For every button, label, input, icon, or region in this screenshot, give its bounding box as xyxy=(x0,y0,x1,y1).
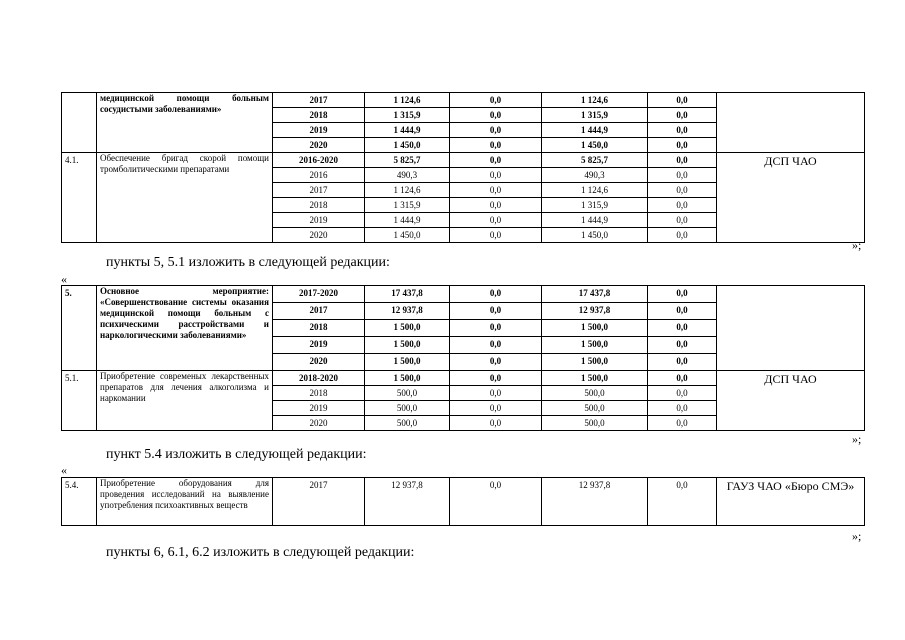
amount-cell: 1 444,9 xyxy=(365,123,450,138)
amount-cell: 0,0 xyxy=(450,138,542,153)
item-description: Приобретение оборудования для проведения исследований на выявление употребления психоактивных веществ xyxy=(97,478,273,526)
table-row xyxy=(62,371,865,386)
amount-cell: 0,0 xyxy=(648,478,717,526)
item-description: Приобретение современых лекарственных препаратов для лечения алкоголизма и наркомании xyxy=(97,371,273,431)
amount-cell: 0,0 xyxy=(648,168,717,183)
item-description: медицинской помощи больным сосудистыми заболеваниями» xyxy=(97,93,273,153)
amendment-paragraph: пункт 5.4 изложить в следующей редакции: xyxy=(106,447,367,462)
amount-cell: 12 937,8 xyxy=(542,478,648,526)
amount-cell: 0,0 xyxy=(648,303,717,320)
amount-cell: 0,0 xyxy=(450,228,542,243)
program-table-item-5-4 xyxy=(61,477,865,526)
amount-cell: 17 437,8 xyxy=(365,286,450,303)
amount-cell: 0,0 xyxy=(450,478,542,526)
amount-cell: 1 124,6 xyxy=(542,93,648,108)
executor-cell: ДСП ЧАО xyxy=(717,153,865,243)
amount-cell: 1 315,9 xyxy=(542,198,648,213)
amount-cell: 17 437,8 xyxy=(542,286,648,303)
amount-cell: 0,0 xyxy=(648,138,717,153)
amount-cell: 1 124,6 xyxy=(365,93,450,108)
amount-cell: 1 500,0 xyxy=(365,337,450,354)
amount-cell: 490,3 xyxy=(542,168,648,183)
period-cell: 2018 xyxy=(273,108,365,123)
amount-cell: 12 937,8 xyxy=(542,303,648,320)
period-cell: 2019 xyxy=(273,337,365,354)
amount-cell: 1 444,9 xyxy=(542,213,648,228)
period-cell: 2018 xyxy=(273,386,365,401)
amount-cell: 0,0 xyxy=(450,386,542,401)
amount-cell: 0,0 xyxy=(648,286,717,303)
amendment-paragraph: пункты 5, 5.1 изложить в следующей редакции: xyxy=(106,255,390,270)
amount-cell: 5 825,7 xyxy=(365,153,450,168)
period-cell: 2020 xyxy=(273,228,365,243)
amount-cell: 0,0 xyxy=(450,371,542,386)
amount-cell: 0,0 xyxy=(648,354,717,371)
amount-cell: 1 450,0 xyxy=(365,228,450,243)
item-number: 5.1. xyxy=(62,371,97,431)
amount-cell: 500,0 xyxy=(542,401,648,416)
period-cell: 2020 xyxy=(273,354,365,371)
table-row xyxy=(62,153,865,168)
executor-cell xyxy=(717,93,865,153)
amount-cell: 1 500,0 xyxy=(365,371,450,386)
program-table-section-5 xyxy=(61,285,865,431)
period-cell: 2017 xyxy=(273,303,365,320)
period-cell: 2019 xyxy=(273,401,365,416)
amount-cell: 1 124,6 xyxy=(365,183,450,198)
amount-cell: 0,0 xyxy=(450,213,542,228)
closing-quote: »; xyxy=(852,238,862,252)
amount-cell: 1 500,0 xyxy=(542,320,648,337)
amount-cell: 1 444,9 xyxy=(365,213,450,228)
amount-cell: 1 500,0 xyxy=(542,337,648,354)
closing-quote: »; xyxy=(852,432,862,446)
amount-cell: 0,0 xyxy=(648,108,717,123)
amount-cell: 0,0 xyxy=(648,93,717,108)
amount-cell: 1 315,9 xyxy=(365,108,450,123)
item-description: Обеспечение бригад скорой помощи тромболитическими препаратами xyxy=(97,153,273,243)
amount-cell: 0,0 xyxy=(648,153,717,168)
amount-cell: 0,0 xyxy=(450,123,542,138)
amount-cell: 0,0 xyxy=(450,416,542,431)
amount-cell: 0,0 xyxy=(450,320,542,337)
amount-cell: 1 450,0 xyxy=(365,138,450,153)
item-number: 5.4. xyxy=(62,478,97,526)
amount-cell: 500,0 xyxy=(365,416,450,431)
period-cell: 2020 xyxy=(273,416,365,431)
amount-cell: 0,0 xyxy=(450,337,542,354)
period-cell: 2017 xyxy=(273,478,365,526)
item-number xyxy=(62,93,97,153)
amount-cell: 0,0 xyxy=(648,371,717,386)
amount-cell: 1 450,0 xyxy=(542,228,648,243)
period-cell: 2017 xyxy=(273,183,365,198)
period-cell: 2017 xyxy=(273,93,365,108)
amount-cell: 0,0 xyxy=(648,320,717,337)
amount-cell: 490,3 xyxy=(365,168,450,183)
table-row xyxy=(62,478,865,526)
amount-cell: 0,0 xyxy=(648,401,717,416)
period-cell: 2018 xyxy=(273,198,365,213)
amount-cell: 0,0 xyxy=(648,416,717,431)
period-cell: 2017-2020 xyxy=(273,286,365,303)
amount-cell: 0,0 xyxy=(450,286,542,303)
executor-cell: ГАУЗ ЧАО «Бюро СМЭ» xyxy=(717,478,865,526)
period-cell: 2016 xyxy=(273,168,365,183)
amount-cell: 0,0 xyxy=(450,168,542,183)
amount-cell: 1 500,0 xyxy=(542,354,648,371)
executor-cell: ДСП ЧАО xyxy=(717,371,865,431)
period-cell: 2018 xyxy=(273,320,365,337)
amount-cell: 1 450,0 xyxy=(542,138,648,153)
amount-cell: 0,0 xyxy=(648,228,717,243)
closing-quote: »; xyxy=(852,529,862,543)
amount-cell: 0,0 xyxy=(450,153,542,168)
program-table-section-4 xyxy=(61,92,865,243)
amount-cell: 0,0 xyxy=(648,183,717,198)
amount-cell: 0,0 xyxy=(450,198,542,213)
amendment-paragraph: пункты 6, 6.1, 6.2 изложить в следующей редакции: xyxy=(106,545,415,560)
amount-cell: 1 315,9 xyxy=(365,198,450,213)
amount-cell: 1 500,0 xyxy=(542,371,648,386)
amount-cell: 500,0 xyxy=(365,386,450,401)
amount-cell: 0,0 xyxy=(450,303,542,320)
opening-quote: « xyxy=(61,463,67,477)
amount-cell: 1 315,9 xyxy=(542,108,648,123)
amount-cell: 0,0 xyxy=(450,108,542,123)
amount-cell: 1 444,9 xyxy=(542,123,648,138)
amount-cell: 0,0 xyxy=(450,183,542,198)
executor-cell xyxy=(717,286,865,371)
period-cell: 2020 xyxy=(273,138,365,153)
amount-cell: 500,0 xyxy=(542,416,648,431)
amount-cell: 0,0 xyxy=(648,213,717,228)
amount-cell: 5 825,7 xyxy=(542,153,648,168)
period-cell: 2016-2020 xyxy=(273,153,365,168)
period-cell: 2019 xyxy=(273,123,365,138)
amount-cell: 12 937,8 xyxy=(365,478,450,526)
amount-cell: 0,0 xyxy=(450,93,542,108)
amount-cell: 1 500,0 xyxy=(365,354,450,371)
table-row xyxy=(62,93,865,108)
amount-cell: 0,0 xyxy=(450,401,542,416)
amount-cell: 500,0 xyxy=(365,401,450,416)
amount-cell: 0,0 xyxy=(648,198,717,213)
amount-cell: 0,0 xyxy=(648,123,717,138)
amount-cell: 500,0 xyxy=(542,386,648,401)
amount-cell: 0,0 xyxy=(648,337,717,354)
amount-cell: 0,0 xyxy=(450,354,542,371)
amount-cell: 1 124,6 xyxy=(542,183,648,198)
amount-cell: 1 500,0 xyxy=(365,320,450,337)
item-description: Основное мероприятие: «Совершенствование системы оказания медицинской помощи больным с психическими расстройствами и наркологическими заболеваниями» xyxy=(97,286,273,371)
table-row xyxy=(62,286,865,303)
period-cell: 2018-2020 xyxy=(273,371,365,386)
opening-quote: « xyxy=(61,272,67,286)
amount-cell: 12 937,8 xyxy=(365,303,450,320)
amount-cell: 0,0 xyxy=(648,386,717,401)
item-number: 5. xyxy=(62,286,97,371)
period-cell: 2019 xyxy=(273,213,365,228)
item-number: 4.1. xyxy=(62,153,97,243)
